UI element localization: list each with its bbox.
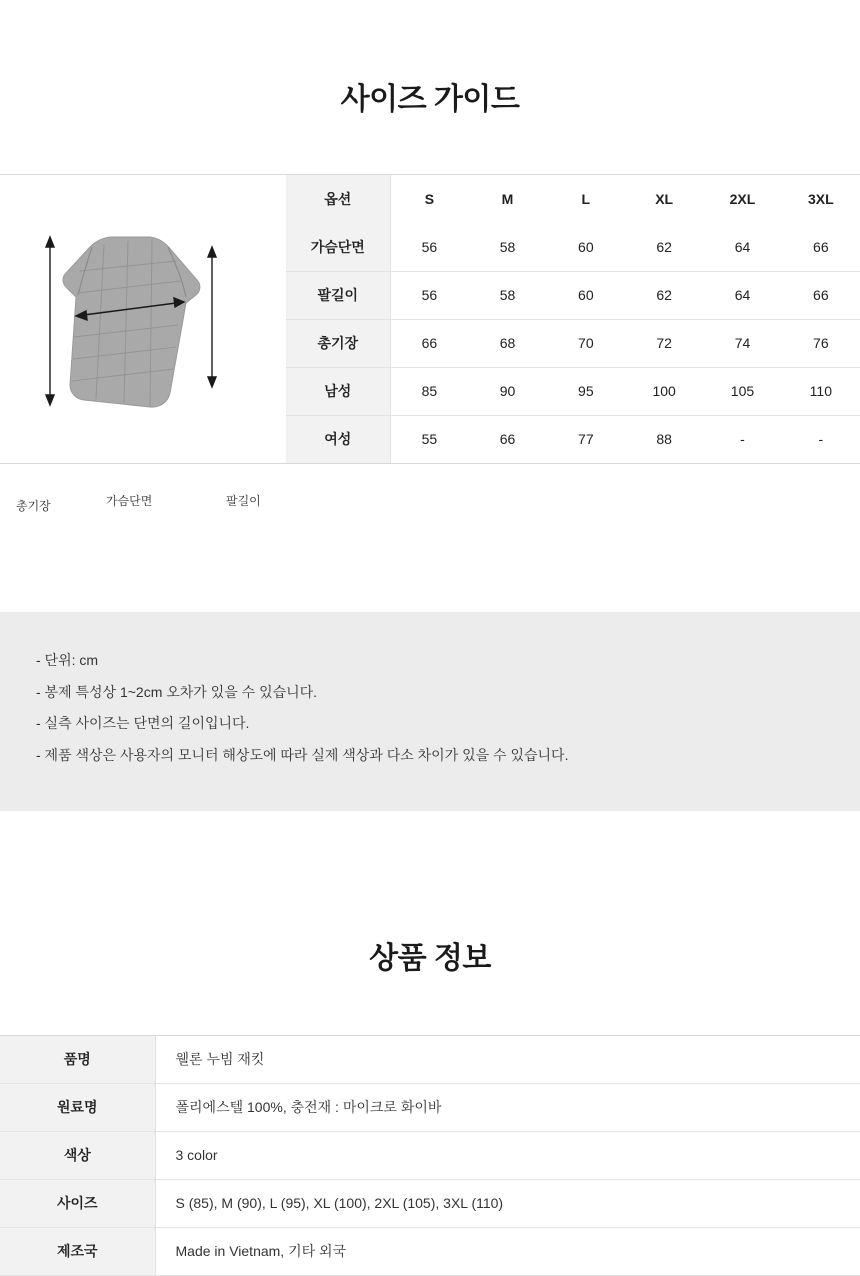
size-guide-title: 사이즈 가이드 (340, 83, 520, 116)
size-cell: 105 (703, 367, 781, 415)
size-cell: 66 (782, 271, 860, 319)
garment-diagram (0, 175, 286, 513)
size-cell: 72 (625, 319, 703, 367)
size-table (286, 175, 860, 463)
table-row (286, 223, 860, 271)
size-row-label: 팔길이 (286, 271, 390, 319)
info-row-label: 사이즈 (0, 1179, 155, 1227)
note-item: - 봉제 특성상 1~2cm 오차가 있을 수 있습니다. (36, 683, 318, 700)
jacket-illustration-icon (0, 175, 286, 463)
size-cell: 110 (782, 367, 860, 415)
size-cell: 77 (578, 431, 594, 448)
product-info-title: 상품 정보 (369, 941, 491, 975)
size-guide-section (0, 174, 860, 513)
info-row-value: 3 color (155, 1131, 860, 1179)
size-cell: 64 (703, 271, 781, 319)
label-sleeve-length: 팔길이 (226, 494, 261, 508)
label-chest-width: 가슴단면 (106, 494, 153, 508)
size-cell: 60 (547, 271, 625, 319)
garment-diagram-cell (0, 175, 286, 513)
size-table-header-option: 옵션 (286, 175, 390, 223)
size-table-header-3xl: 3XL (807, 191, 834, 207)
size-cell: 74 (703, 319, 781, 367)
size-cell: 90 (468, 367, 546, 415)
size-cell: 76 (782, 319, 860, 367)
table-row (0, 1035, 860, 1083)
size-cell: - (740, 431, 745, 448)
size-cell: 58 (468, 271, 546, 319)
size-row-label: 여성 (286, 415, 390, 463)
size-row-label: 남성 (286, 367, 390, 415)
table-row (286, 271, 860, 319)
note-item: - 실측 사이즈는 단면의 길이입니다. (36, 715, 250, 732)
table-row (286, 367, 860, 415)
info-row-label: 원료명 (0, 1083, 155, 1131)
size-cell: 62 (625, 271, 703, 319)
size-cell: 100 (625, 367, 703, 415)
info-row-label: 품명 (0, 1035, 155, 1083)
size-cell: 66 (499, 431, 516, 448)
table-row (286, 319, 860, 367)
size-cell: 88 (656, 431, 672, 448)
size-table-header-l: L (581, 191, 591, 207)
info-row-label: 제조국 (0, 1227, 155, 1275)
table-row (0, 1131, 860, 1179)
note-item: - 단위: cm (36, 652, 99, 668)
size-table-header-s: S (424, 191, 435, 207)
info-row-value: 웰론 누빔 재킷 (155, 1035, 860, 1083)
size-cell: 85 (390, 367, 468, 415)
info-row-label: 색상 (0, 1131, 155, 1179)
size-cell: 66 (782, 223, 860, 271)
size-cell: 64 (703, 223, 781, 271)
table-row (0, 1179, 860, 1227)
info-row-value: 폴리에스텔 100%, 충전재 : 마이크로 화이바 (155, 1083, 860, 1131)
size-cell: 95 (547, 367, 625, 415)
table-row (286, 415, 860, 463)
size-cell: 58 (468, 223, 546, 271)
table-row (0, 1227, 860, 1275)
size-cell: 56 (390, 271, 468, 319)
size-table-header-xl: XL (655, 191, 674, 207)
label-total-length: 총기장 (16, 499, 51, 513)
size-cell: 68 (468, 319, 546, 367)
notes-section (0, 612, 860, 811)
size-cell: 56 (390, 223, 468, 271)
size-cell: 62 (625, 223, 703, 271)
product-info-table (0, 1035, 860, 1276)
size-cell: 60 (547, 223, 625, 271)
table-row (0, 1083, 860, 1131)
size-cell: - (818, 431, 824, 448)
note-item: - 제품 색상은 사용자의 모니터 해상도에 따라 실제 색상과 다소 차이가 있을 수 있습니다. (36, 747, 569, 764)
info-row-value: Made in Vietnam, 기타 외국 (155, 1227, 860, 1275)
size-table-header-2xl: 2XL (729, 191, 756, 207)
size-table-header-m: M (501, 191, 514, 207)
size-cell: 70 (547, 319, 625, 367)
info-row-value: S (85), M (90), L (95), XL (100), 2XL (105), 3XL (110) (155, 1179, 860, 1227)
size-table-header-row (286, 175, 860, 223)
size-cell: 55 (421, 431, 438, 448)
size-row-label: 총기장 (286, 319, 390, 367)
size-row-label: 가슴단면 (286, 223, 390, 271)
size-cell: 66 (390, 319, 468, 367)
